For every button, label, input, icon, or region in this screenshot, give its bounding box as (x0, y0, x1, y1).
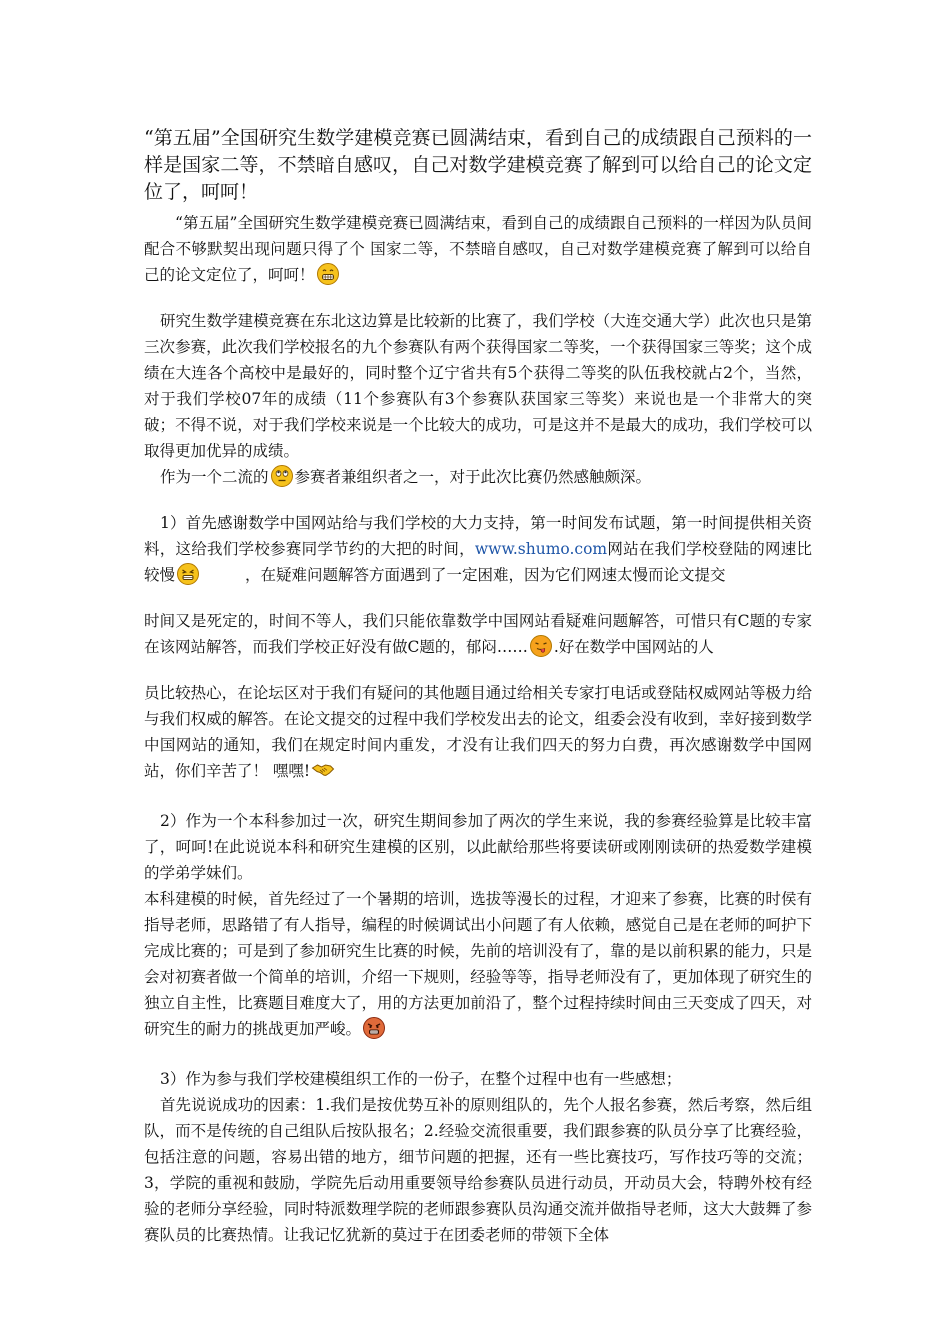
role-text-b: 参赛者兼组织者之一，对于此次比赛仍然感触颇深。 (294, 468, 652, 486)
shumo-link[interactable]: www.shumo.com (474, 540, 608, 558)
section1-text-d: 时间又是死定的，时间不等人，我们只能依靠数学中国网站看疑难问题解答，可惜只有C题的专家在该网站解答，而我们学校正好没有做C题的，郁闷…… (144, 612, 812, 656)
section1-paragraph (144, 510, 812, 588)
section2-paragraph: 2）作为一个本科参加过一次，研究生期间参加了两次的学生来说，我的参赛经验算是比较丰富了，呵呵!在此说说本科和研究生建模的区别，以此献给那些将要读研或刚刚读研的热爱数学建模的学弟学妹们。 (144, 812, 812, 882)
section1-final-paragraph (144, 680, 812, 784)
frustrated-emoji-icon (176, 562, 200, 586)
intro-paragraph (144, 210, 812, 288)
section1-text-c: ，在疑难问题解答方面遇到了一定困难，因为它们网速太慢而论文提交 (245, 566, 726, 584)
section1-text-e: .好在数学中国网站的人 (553, 638, 714, 656)
document-title: “第五届”全国研究生数学建模竞赛已圆满结束，看到自己的成绩跟自己预料的一样是国家二等，不禁暗自感叹，自己对数学建模竞赛了解到可以给自己的论文定位了，呵呵！ (144, 127, 812, 203)
section3-body-paragraph: 首先说说成功的因素：1.我们是按优势互补的原则组队的，先个人报名参赛，然后考察，然后组队，而不是传统的自己组队后按队报名；2.经验交流很重要，我们跟参赛的队员分享了比赛经验，包括注意的问题，容易出错的地方，细节问题的把握，还有一些比赛技巧，写作技巧等的交流；3，学院的重视和鼓励，学院先后动用重要领导给参赛队员进行动员，开动员大会，特聘外校有经验的老师分享经验，同时特派数理学院的老师跟参赛队员沟通交流并做指导老师，这大大鼓舞了参赛队员的比赛热情。让我记忆犹新的莫过于在团委老师的带领下全体 (144, 1096, 812, 1244)
role-text-a: 作为一个二流的 (160, 468, 269, 486)
handshake-emoji-icon (311, 758, 335, 782)
tongue-emoji-icon (529, 634, 553, 658)
background-paragraph: 研究生数学建模竞赛在东北这边算是比较新的比赛了，我们学校（大连交通大学）此次也只是第三次参赛，此次我们学校报名的九个参赛队有两个获得国家二等奖，一个获得国家三等奖；这个成绩在大连各个高校中是最好的，同时整个辽宁省共有5个获得二等奖的队伍我校就占2个，当然，对于我们学校07年的成绩（11个参赛队有3个参赛队获国家三等奖）来说也是一个非常大的突破；不得不说，对于我们学校来说是一个比较大的成功，可是这并不是最大的成功，我们学校可以取得更加优异的成绩。 (144, 312, 812, 460)
section3-heading-paragraph: 3）作为参与我们学校建模组织工作的一份子，在整个过程中也有一些感想； (160, 1070, 682, 1088)
rolling-eyes-emoji-icon (270, 464, 294, 488)
angry-emoji-icon (362, 1016, 386, 1040)
section1-text-b: 网站在我们学校登陆的网速比较慢 (144, 540, 812, 584)
section1-text-f: 员比较热心，在论坛区对于我们有疑问的其他题目通过给相关专家打电话或登陆权威网站等极力给与我们权威的解答。在论文提交的过程中我们学校发出去的论文，组委会没有收到，幸好接到数学中国网站的通知，我们在规定时间内重发，才没有让我们四天的努力白费，再次感谢数学中国网站，你们辛苦了！ 嘿嘿! (144, 684, 812, 780)
role-paragraph (144, 464, 812, 490)
section2-text-b: 本科建模的时候，首先经过了一个暑期的培训，选拔等漫长的过程，才迎来了参赛，比赛的时侯有指导老师，思路错了有人指导，编程的时候调试出小问题了有人依赖，感觉自己是在老师的呵护下完成比赛的；可是到了参加研究生比赛的时候，先前的培训没有了，靠的是以前积累的能力，只是会对初赛者做一个简单的培训，介绍一下规则，经验等等，指导老师没有了，更加体现了研究生的独立自主性，比赛题目难度大了，用的方法更加前沿了，整个过程持续时间由三天变成了四天，对研究生的耐力的挑战更加严峻。 (144, 890, 812, 1038)
section1-continued-paragraph (144, 608, 812, 660)
section2-body-paragraph (144, 886, 812, 1042)
grin-emoji-icon (316, 262, 340, 286)
section1-text-a: 1）首先感谢数学中国网站给与我们学校的大力支持，第一时间发布试题，第一时间提供相关资料，这给我们学校参赛同学节约的大把的时间， (144, 514, 812, 558)
intro-text: “第五届”全国研究生数学建模竞赛已圆满结束，看到自己的成绩跟自己预料的一样因为队员间配合不够默契出现问题只得了个 国家二等，不禁暗自感叹，自己对数学建模竞赛了解到可以给自己的论文定位了，呵呵！ (144, 214, 812, 284)
document-page (144, 125, 812, 1248)
